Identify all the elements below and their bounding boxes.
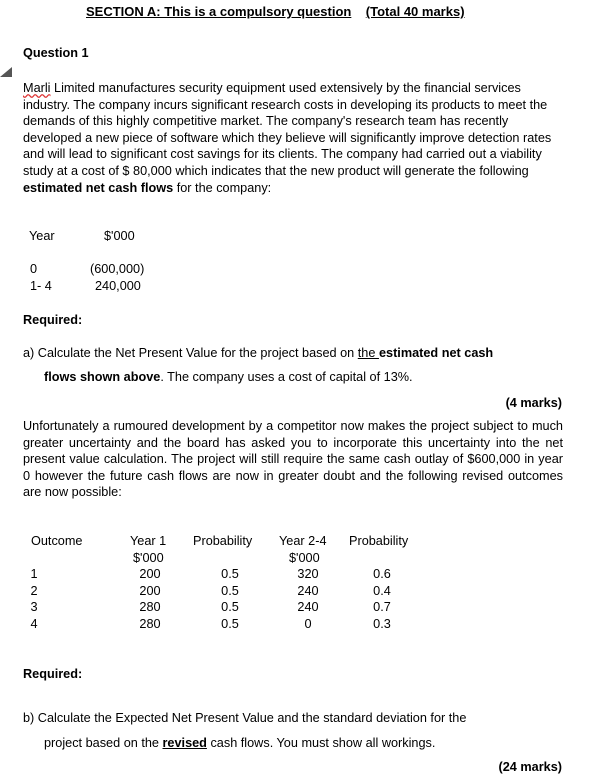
cashflow-header-year: Year [29,229,55,243]
outcome-cell: 2 [30,584,38,598]
cashflow-row-year: 1- 4 [30,279,52,293]
outcome-cell: 0.5 [221,584,239,598]
section-title-text: SECTION A: This is a compulsory question [86,4,352,19]
marks-a: (4 marks) [505,396,562,410]
intro-body: Limited manufactures security equipment used extensively by the financial services industry. The company incurs significant research costs in developing its products to meet the demands of this highly competitive market. The company's research team has recently developed a new piece of software which they believe will significantly improve detection rates and will lead to significant cost savings for its clients. The company had carried out a viability study at a cost of $ 80,000 which indicates that the new product will generate the following [23,81,552,178]
question-a-line1 [23,346,493,360]
outcome-cell: 320 [297,567,319,581]
marks-b: (24 marks) [498,760,562,774]
question-b-line2 [44,736,435,750]
outcome-cell: 280 [139,617,161,631]
paragraph-marker-icon [0,67,12,77]
cashflow-row-amount: 240,000 [95,279,141,293]
outcome-cell: 1 [30,567,38,581]
outcome-cell: 3 [30,600,38,614]
cashflow-header-amount: $'000 [104,229,135,243]
cashflow-row-year: 0 [30,262,38,276]
qb-bold: revised [162,736,207,750]
intro-end: for the company: [173,180,272,195]
outcome-header: Probability [349,534,409,548]
outcome-cell: 4 [30,617,38,631]
qa-bold2: flows shown above [44,370,161,384]
outcome-header: Probability [193,534,253,548]
company-name: Marli [23,81,51,95]
intro-bold-phrase: estimated net cash flows [23,180,174,195]
outcome-cell: 0.5 [221,567,239,581]
outcome-header: Year 2-4 [279,534,327,548]
outcome-cell: 0.7 [373,600,391,614]
cashflow-row-amount: (600,000) [90,262,145,276]
question-b-line1: b) Calculate the Expected Net Present Value and the standard deviation for the [23,711,467,725]
outcome-subheader: $'000 [133,551,164,565]
section-total-marks: (Total 40 marks) [365,4,465,19]
question-heading: Question 1 [23,46,89,60]
outcome-cell: 0.6 [373,567,391,581]
uncertainty-paragraph: Unfortunately a rumoured development by a competitor now makes the project subject to much greater uncertainty and the board has asked you to incorporate this uncertainty into the net present value calculation. The project will still require the same cash outlay of $600,000 in year 0 however the future cash flows are now in greater doubt and the following revised outcomes are now possible: [23,419,563,500]
qa-prefix: a) Calculate the Net Present Value for the project based on [23,346,358,360]
section-title [86,4,465,19]
outcome-cell: 240 [297,600,319,614]
outcome-cell: 0.4 [373,584,391,598]
outcome-cell: 0.3 [373,617,391,631]
required-b-label: Required: [23,667,83,681]
qb-pre: project based on the [44,736,163,750]
question-intro [23,80,558,196]
qa-bold1: estimated net cash [378,346,494,360]
required-a-label: Required: [23,313,83,327]
outcome-cell: 200 [139,584,161,598]
outcome-header: Outcome [31,534,83,548]
qb-post: cash flows. You must show all workings. [206,736,436,750]
outcome-subheader: $'000 [289,551,320,565]
qa-the: the [357,346,379,360]
outcome-cell: 280 [139,600,161,614]
outcome-cell: 0.5 [221,617,239,631]
qa-rest: . The company uses a cost of capital of 13%. [160,370,413,384]
outcome-cell: 200 [139,567,161,581]
outcome-header: Year 1 [130,534,167,548]
outcome-cell: 240 [297,584,319,598]
question-a-line2 [44,370,413,384]
outcome-cell: 0 [304,617,312,631]
outcome-cell: 0.5 [221,600,239,614]
